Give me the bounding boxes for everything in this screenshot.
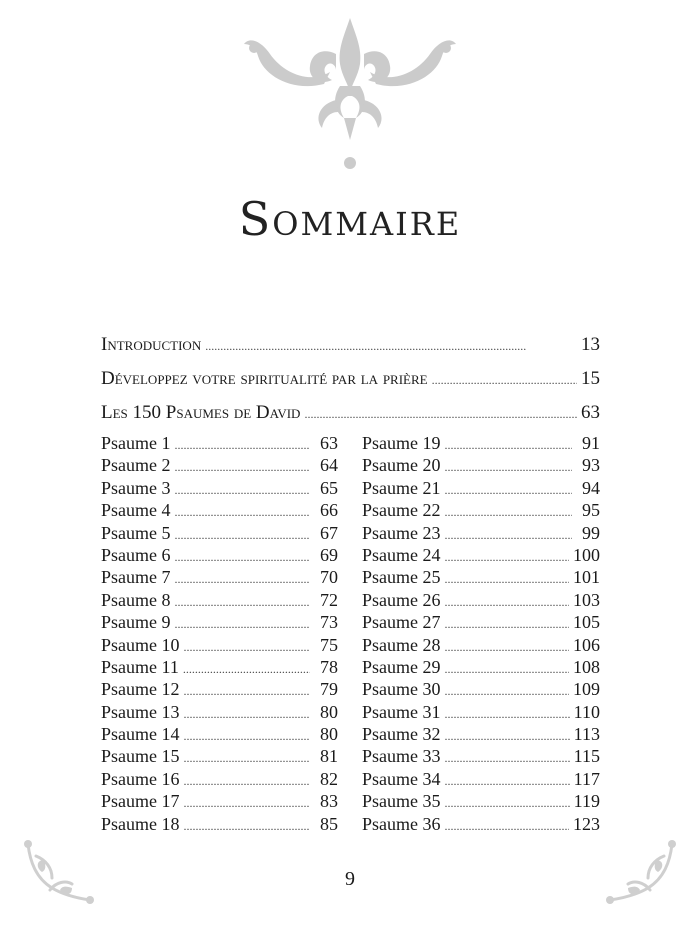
psalm-entry-page: 115 [573,746,600,767]
toc-entry-label: Introduction [101,334,202,355]
psalm-entry-label: Psaume 13 [101,701,180,722]
psalm-entry-page: 65 [320,477,338,498]
psalm-entry-label: Psaume 18 [101,813,180,834]
psalm-entry[interactable] [362,590,600,612]
toc-entry-page: 63 [581,402,600,423]
leader-dots [304,407,577,422]
psalm-entry-label: Psaume 26 [362,589,441,610]
leader-dots [183,662,310,677]
leader-dots [445,617,570,632]
psalm-entry-label: Psaume 29 [362,656,441,677]
leader-dots [445,640,570,655]
leader-dots [445,684,570,699]
psalm-entry[interactable] [101,657,338,679]
leader-dots [184,819,311,834]
page-title: Sommaire [238,192,462,246]
leader-dots [205,339,577,354]
toc-entry-label: Les 150 Psaumes de David [101,402,301,423]
psalm-entry-label: Psaume 6 [101,544,171,565]
psalm-entry-label: Psaume 7 [101,567,171,588]
psalm-entry-page: 73 [320,612,338,633]
leader-dots [432,373,577,388]
psalm-entry[interactable] [362,567,600,589]
psalm-entry-page: 66 [320,500,338,521]
psalm-entry-label: Psaume 33 [362,746,441,767]
psalm-entry[interactable] [101,612,338,634]
psalm-entry-label: Psaume 21 [362,477,441,498]
psalm-entry-page: 117 [573,768,600,789]
psalm-entry-label: Psaume 10 [101,634,180,655]
psalm-entry-page: 94 [582,477,600,498]
leader-dots [445,796,570,811]
psalm-entry-label: Psaume 35 [362,791,441,812]
psalm-entry[interactable] [362,814,600,836]
psalm-entry-label: Psaume 25 [362,567,441,588]
leader-dots [445,662,570,677]
leader-dots [175,505,311,520]
toc-entry-psaumes[interactable] [101,402,600,436]
psalm-entry-label: Psaume 11 [101,656,179,677]
leader-dots [445,819,570,834]
leader-dots [445,729,570,744]
psalm-entry-page: 79 [320,679,338,700]
psalm-entry[interactable] [101,635,338,657]
psalm-entry-page: 80 [320,724,338,745]
toc-entry-label: Développez votre spiritualité par la prière [101,368,428,389]
psalm-entry[interactable] [362,657,600,679]
psalm-entry-page: 108 [573,656,600,677]
leader-dots [445,595,570,610]
psalm-entry[interactable] [101,746,338,768]
leader-dots [445,460,573,475]
psalm-entry-page: 101 [573,567,600,588]
leader-dots [175,438,311,453]
psalm-entry[interactable] [362,635,600,657]
psalm-entry-page: 83 [320,791,338,812]
psalm-entry-page: 93 [582,455,600,476]
leader-dots [184,751,311,766]
psalm-entry[interactable] [362,702,600,724]
psalm-entry-page: 81 [320,746,338,767]
toc-entry-spiritualite[interactable] [101,368,600,402]
psalm-entry[interactable] [101,769,338,791]
psalm-entry-label: Psaume 27 [362,612,441,633]
toc-entry-page: 13 [581,334,600,355]
psalm-entry-page: 67 [320,522,338,543]
psalm-entry[interactable] [101,433,338,455]
psalm-entry-label: Psaume 19 [362,433,441,453]
leader-dots [445,707,570,722]
psalm-entry[interactable] [101,679,338,701]
psalm-entry[interactable] [362,679,600,701]
psalm-entry-label: Psaume 3 [101,477,171,498]
psalm-entry[interactable] [101,455,338,477]
leader-dots [184,729,311,744]
psalm-entry[interactable] [362,523,600,545]
leader-dots [184,796,311,811]
psalm-entry-label: Psaume 30 [362,679,441,700]
psalm-entry[interactable] [101,590,338,612]
leader-dots [184,684,311,699]
psalm-entry[interactable] [362,478,600,500]
leader-dots [175,617,311,632]
psalm-entry-page: 109 [573,679,600,700]
psalm-entry-label: Psaume 14 [101,724,180,745]
psalm-entry-label: Psaume 9 [101,612,171,633]
psalm-entry-page: 91 [582,433,600,453]
toc-entry-page: 15 [581,368,600,389]
psalm-entry-label: Psaume 2 [101,455,171,476]
leader-dots [184,774,311,789]
leader-dots [445,774,570,789]
psalm-entry-page: 110 [573,701,600,722]
psalm-entry-page: 63 [320,433,338,453]
psalm-entry-page: 78 [320,656,338,677]
psalm-entry[interactable] [101,523,338,545]
psalm-entry[interactable] [362,612,600,634]
psalm-entry[interactable] [101,702,338,724]
psalm-entry-page: 99 [582,522,600,543]
psalm-entry-label: Psaume 31 [362,701,441,722]
toc-entry-introduction[interactable] [101,334,600,368]
psalm-entry-label: Psaume 24 [362,544,441,565]
psalms-column-right [362,433,600,836]
leader-dots [175,483,311,498]
leader-dots [184,707,311,722]
psalm-entry-page: 80 [320,701,338,722]
psalm-entry[interactable] [362,746,600,768]
leader-dots [175,528,311,543]
psalm-entry-label: Psaume 5 [101,522,171,543]
psalms-column-left [101,433,338,836]
leader-dots [445,751,570,766]
leader-dots [445,483,573,498]
leader-dots [445,550,570,565]
leader-dots [175,550,311,565]
psalm-entry-label: Psaume 12 [101,679,180,700]
psalm-entry[interactable] [101,791,338,813]
psalm-entry-page: 72 [320,589,338,610]
psalm-entry-label: Psaume 22 [362,500,441,521]
psalm-entry-page: 70 [320,567,338,588]
psalm-entry-label: Psaume 23 [362,522,441,543]
psalm-entry-page: 123 [573,813,600,834]
leader-dots [175,572,311,587]
psalm-entry[interactable] [362,433,600,455]
psalm-entry-page: 69 [320,544,338,565]
psalm-entry[interactable] [362,455,600,477]
page-number: 9 [345,868,355,890]
psalm-entry-label: Psaume 17 [101,791,180,812]
psalm-entry[interactable] [362,769,600,791]
psalm-entry[interactable] [101,478,338,500]
psalm-entry[interactable] [101,500,338,522]
psalm-entry-page: 82 [320,768,338,789]
psalm-entry[interactable] [362,500,600,522]
psalm-entry-label: Psaume 34 [362,768,441,789]
psalm-entry-page: 75 [320,634,338,655]
leader-dots [184,640,311,655]
psalm-entry-page: 100 [573,544,600,565]
fleur-de-lis-ornament-icon [240,14,460,174]
psalm-entry[interactable] [362,791,600,813]
psalm-entry-label: Psaume 1 [101,433,171,453]
psalm-entry-page: 113 [573,724,600,745]
psalm-entry-page: 105 [573,612,600,633]
psalm-entry-page: 103 [573,589,600,610]
leader-dots [445,505,573,520]
psalm-entry[interactable] [362,545,600,567]
psalm-entry[interactable] [101,545,338,567]
psalm-entry-page: 85 [320,813,338,834]
leader-dots [175,460,311,475]
leader-dots [445,572,570,587]
psalm-entry-page: 64 [320,455,338,476]
psalm-entry-label: Psaume 15 [101,746,180,767]
psalm-entry-label: Psaume 20 [362,455,441,476]
leader-dots [445,528,573,543]
leader-dots [175,595,311,610]
psalm-entry-page: 95 [582,500,600,521]
psalm-entry[interactable] [101,567,338,589]
psalm-entry-page: 106 [573,634,600,655]
psalm-entry[interactable] [101,724,338,746]
psalm-entry-label: Psaume 4 [101,500,171,521]
psalm-entry-label: Psaume 16 [101,768,180,789]
psalm-entry-label: Psaume 28 [362,634,441,655]
psalm-entry[interactable] [362,724,600,746]
psalm-entry-label: Psaume 36 [362,813,441,834]
leader-dots [445,438,573,453]
psalm-entry-label: Psaume 32 [362,724,441,745]
psalm-entry-label: Psaume 8 [101,589,171,610]
psalm-entry-page: 119 [573,791,600,812]
toc-main-list [101,334,600,436]
psalm-entry[interactable] [101,814,338,836]
